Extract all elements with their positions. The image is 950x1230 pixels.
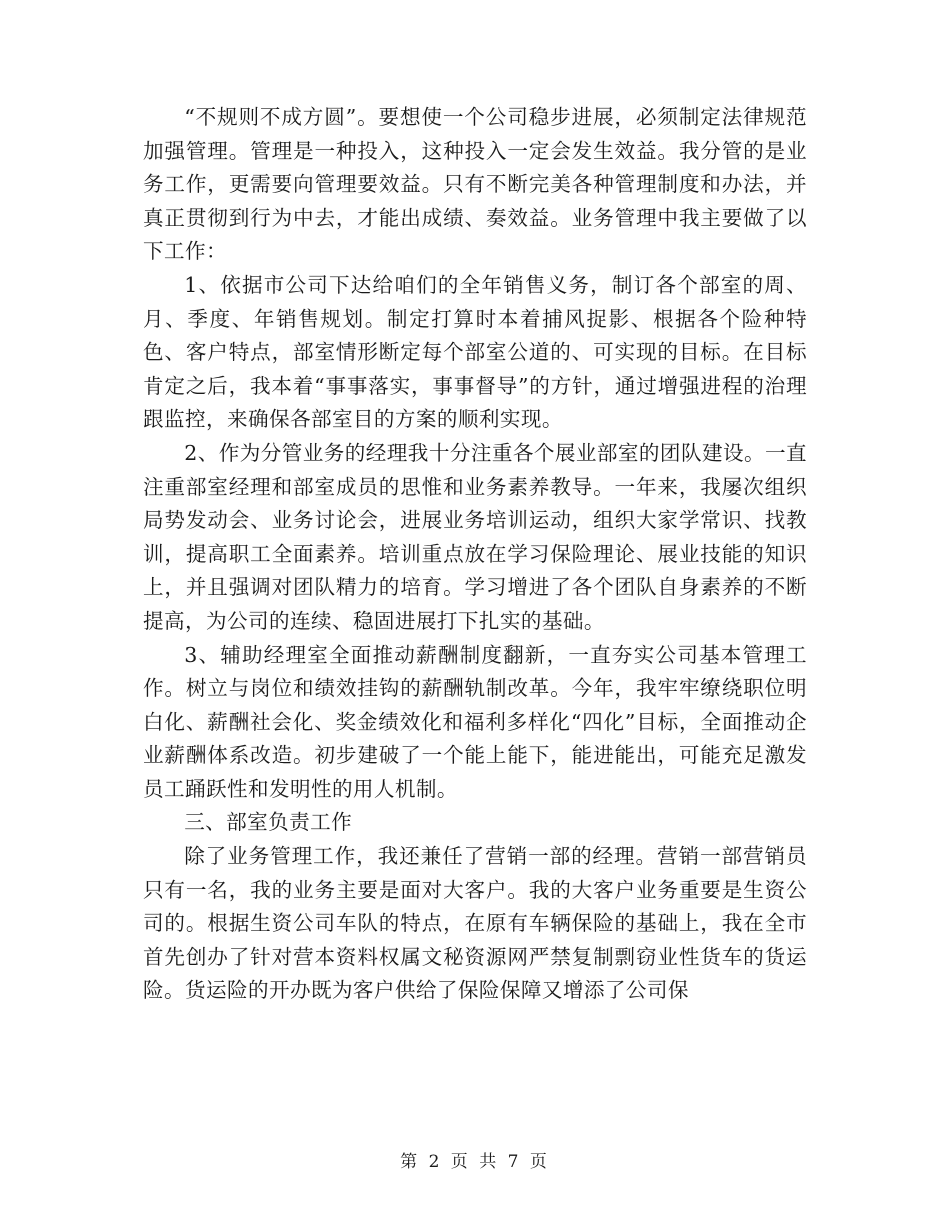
- paragraph-intro: “不规则不成方圆”。要想使一个公司稳步进展，必须制定法律规范加强管理。管理是一种投入，这种投入一定会发生效益。我分管的是业务工作，更需要向管理要效益。只有不断完美各种管理制度和办法，并真正贯彻到行为中去，才能出成绩、奏效益。业务管理中我主要做了以下工作：: [143, 105, 807, 264]
- page-footer: 第 2 页 共 7 页: [400, 1152, 550, 1172]
- paragraph-item-3: 3、辅助经理室全面推动薪酬制度翻新，一直夯实公司基本管理工作。树立与岗位和绩效挂钩的薪酬轨制改革。今年，我牢牢缭绕职位明白化、薪酬社会化、奖金绩效化和福利多样化“四化”目标，全面推动企业薪酬体系改造。初步建破了一个能上能下，能进能出，可能充足激发员工踊跃性和发明性的用人机制。: [143, 642, 807, 801]
- paragraph-department: 除了业务管理工作，我还兼任了营销一部的经理。营销一部营销员只有一名，我的业务主要是面对大客户。我的大客户业务重要是生资公司的。根据生资公司车队的特点，在原有车辆保险的基础上，我在全市首先创办了针对营本资料权属文秘资源网严禁复制剽窃业性货车的货运险。货运险的开办既为客户供给了保险保障又增添了公司保: [143, 844, 807, 1003]
- paragraph-item-1: 1、依据市公司下达给咱们的全年销售义务，制订各个部室的周、月、季度、年销售规划。制定打算时本着捕风捉影、根据各个险种特色、客户特点，部室情形断定每个部室公道的、可实现的目标。在目标肯定之后，我本着“事事落实，事事督导”的方针，通过增强进程的治理跟监控，来确保各部室目的方案的顺利实现。: [143, 272, 807, 432]
- document-body: [143, 101, 807, 1008]
- section-heading: 三、部室负责工作: [184, 810, 353, 835]
- paragraph-item-2: 2、作为分管业务的经理我十分注重各个展业部室的团队建设。一直注重部室经理和部室成员的思惟和业务素养教导。一年来，我屡次组织局势发动会、业务讨论会，进展业务培训运动，组织大家学常识、找教训，提高职工全面素养。培训重点放在学习保险理论、展业技能的知识上，并且强调对团队精力的培育。学习增进了各个团队自身素养的不断提高，为公司的连续、稳固进展打下扎实的基础。: [143, 440, 807, 633]
